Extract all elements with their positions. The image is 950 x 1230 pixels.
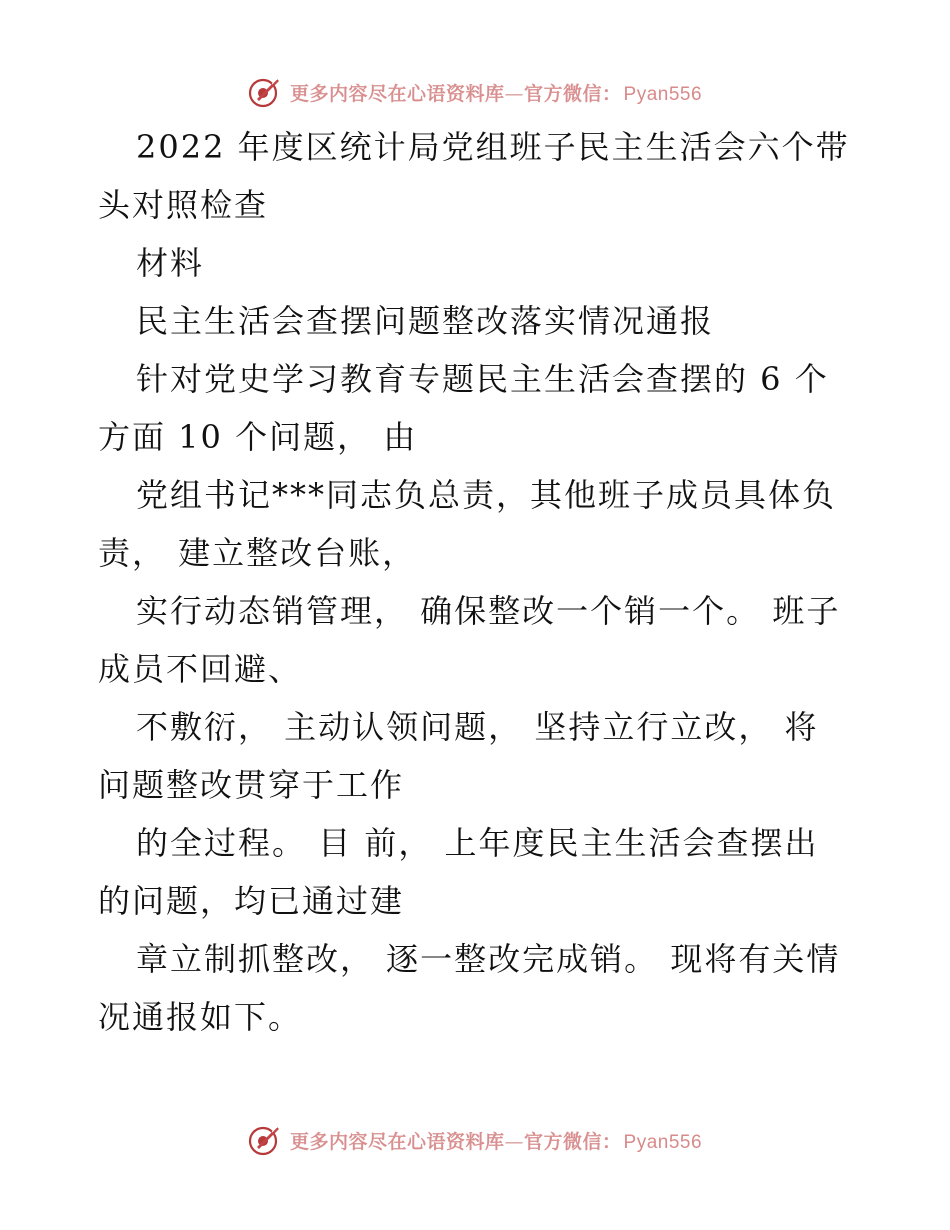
pen-logo-icon — [248, 75, 282, 109]
paragraph-line: 的全过程。 目 前， 上年度民主生活会查摆出 — [136, 824, 819, 862]
paragraph-line: 方面 10 个问题， 由 — [98, 418, 418, 456]
paragraph-line: 的问题，均已通过建 — [98, 882, 405, 920]
doc-subtitle: 民主生活会查摆问题整改落实情况通报 — [136, 302, 715, 340]
footer-watermark — [0, 1118, 950, 1162]
watermark-text: 更多内容尽在心语资料库—官方微信： Pyan556 — [289, 82, 703, 105]
doc-title-line-2: 头对照检查 — [98, 186, 269, 224]
pen-logo-icon — [248, 1123, 282, 1157]
watermark-text: 更多内容尽在心语资料库—官方微信： Pyan556 — [289, 1130, 703, 1153]
paragraph-line: 党组书记***同志负总责，其他班子成员具体负 — [136, 476, 837, 514]
paragraph-line: 实行动态销管理， 确保整改一个销一个。 班子 — [136, 592, 841, 630]
paragraph-line: 章立制抓整改， 逐一整改完成销。 现将有关情 — [136, 940, 841, 978]
paragraph-line: 成员不回避、 — [98, 650, 303, 688]
paragraph-line: 问题整改贯穿于工作 — [98, 766, 405, 804]
header-watermark — [0, 70, 950, 114]
paragraph-line: 不敷衍， 主动认领问题， 坚持立行立改， 将 — [136, 708, 819, 746]
paragraph-line: 况通报如下。 — [98, 998, 303, 1036]
doc-title-line-3: 材料 — [136, 244, 205, 282]
document-body — [98, 118, 858, 1046]
paragraph-line: 针对党史学习教育专题民主生活会查摆的 6 个 — [136, 360, 829, 398]
doc-title-line-1: 2022 年度区统计局党组班子民主生活会六个带 — [136, 128, 850, 166]
paragraph-line: 责， 建立整改台账， — [98, 534, 417, 572]
